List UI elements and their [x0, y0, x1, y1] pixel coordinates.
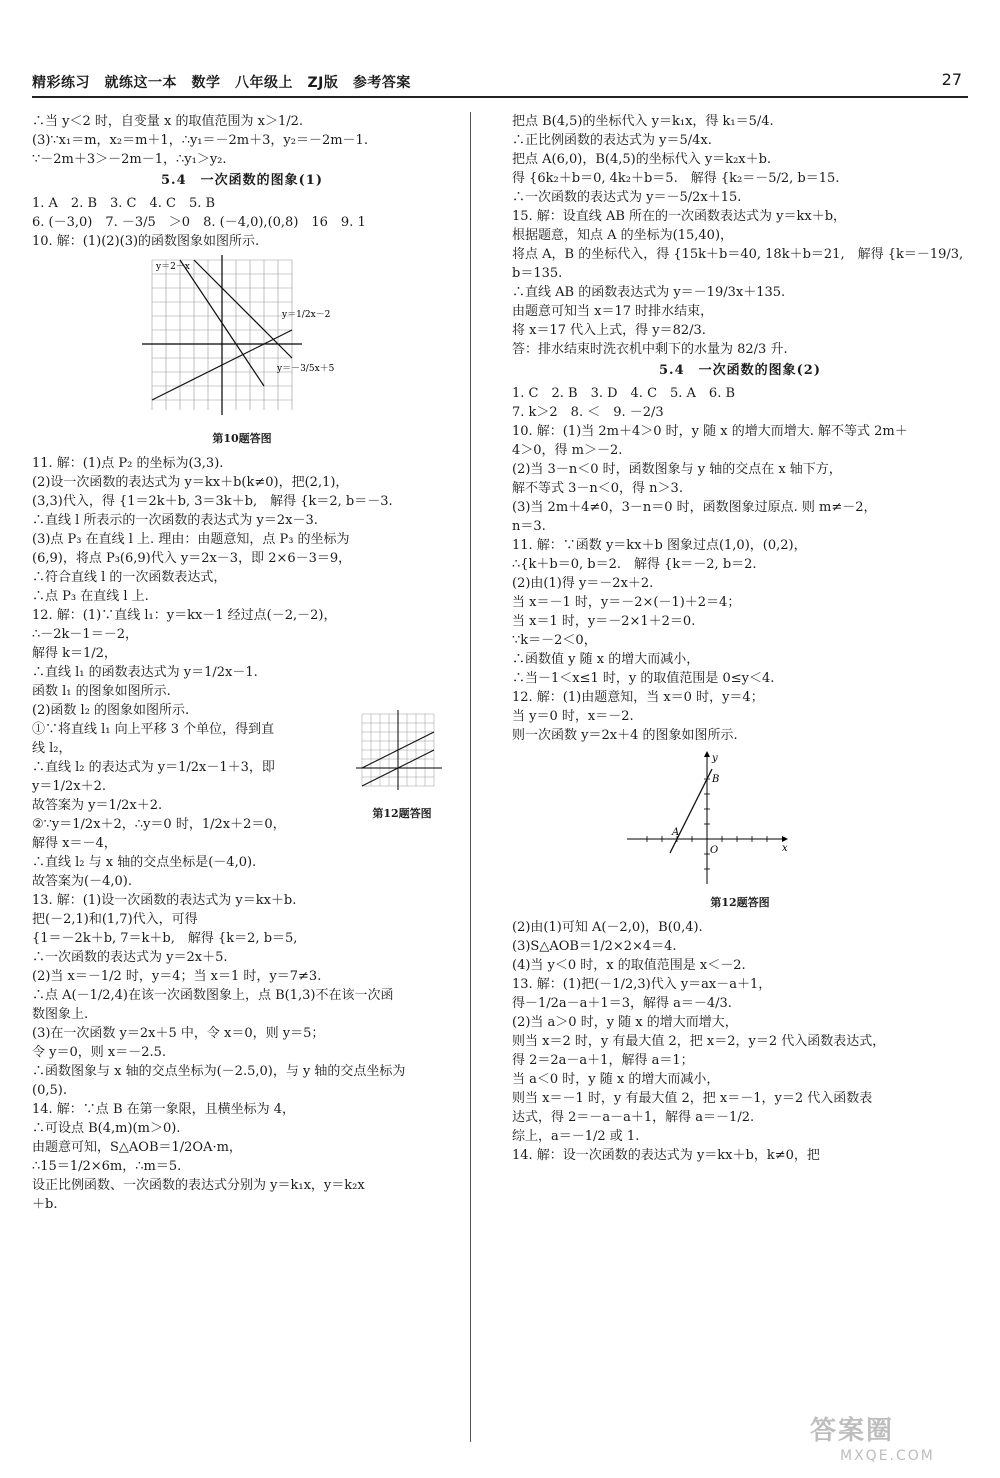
left-column	[32, 112, 452, 1214]
text-line: ∴函数值 y 随 x 的增大而减小，	[512, 652, 700, 667]
text-line: 根据题意，知点 A 的坐标为(15,40)，	[512, 228, 734, 243]
text-line: ∴可设点 B(4,m)(m＞0).	[32, 1121, 181, 1136]
figure-q12-left	[352, 710, 452, 829]
text-line: 函数 l₁ 的图象如图所示.	[32, 684, 171, 699]
text-line: 故答案为(－4,0).	[32, 874, 132, 889]
svg-text:x: x	[782, 843, 788, 854]
text-line: ∴一次函数的表达式为 y＝2x＋5.	[32, 950, 228, 965]
question-14: 14. 解：设一次函数的表达式为 y＝kx＋b，k≠0，把	[512, 1148, 820, 1163]
svg-text:y: y	[712, 753, 718, 764]
figure-caption: 第10题答图	[212, 432, 272, 445]
page-number: 27	[941, 70, 962, 89]
figure-q12-right	[622, 749, 968, 889]
text-line: 当 x＝－1 时，y＝－2×(－1)＋2＝4；	[512, 595, 741, 610]
text-line: ∴直线 l₁ 的函数表达式为 y＝1/2x－1.	[32, 665, 258, 680]
text-line: (3)∵x₁＝m，x₂＝m＋1，∴y₁＝－2m＋3，y₂＝－2m－1.	[32, 133, 368, 148]
text-line: y＝1/2x＋2.	[32, 779, 107, 794]
answer-line: 6. (－3,0) 7. －3/5 ＞0 8. (－4,0),(0,8) 16 9. 1	[32, 215, 366, 230]
text-line: 得－1/2a－a＋1＝3，解得 a＝－4/3.	[512, 996, 732, 1011]
text-line: ∴函数图象与 x 轴的交点坐标为(－2.5,0)，与 y 轴的交点坐标为	[32, 1064, 406, 1079]
text-line: ∴正比例函数的表达式为 y＝5/4x.	[512, 133, 712, 148]
graph-q10	[142, 255, 342, 425]
text-line: 则当 x＝2 时，y 有最大值 2，把 x＝2，y＝2 代入函数表达式，	[512, 1034, 886, 1049]
text-line: (2)当 3－n＜0 时，函数图象与 y 轴的交点在 x 轴下方，	[512, 462, 842, 477]
text-line: ∴当 y＜2 时，自变量 x 的取值范围为 x＞1/2.	[32, 114, 303, 129]
answer-line: 7. k＞2 8. ＜ 9. －2/3	[512, 405, 664, 420]
text-line: ∴直线 AB 的函数表达式为 y＝－19/3x＋135.	[512, 285, 786, 300]
question-10: 10. 解：(1)当 2m＋4＞0 时，y 随 x 的增大而增大. 解不等式 2m＋	[512, 424, 908, 439]
figure-caption: 第12题答图	[710, 896, 770, 909]
text-line: 故答案为 y＝1/2x＋2.	[32, 798, 163, 813]
question-14: 14. 解：∵点 B 在第一象限，且横坐标为 4，	[32, 1102, 296, 1117]
text-line: ∴一次函数的表达式为 y＝－5/2x＋15.	[512, 190, 742, 205]
text-line: 解得 x＝－4，	[32, 836, 117, 851]
text-line: ＋b.	[32, 1197, 58, 1212]
text-line: (3)点 P₃ 在直线 l 上. 理由：由题意知，点 P₃ 的坐标为	[32, 532, 350, 547]
text-line: ∴直线 l₂ 与 x 轴的交点坐标是(－4,0).	[32, 855, 257, 870]
question-11: 11. 解：(1)点 P₂ 的坐标为(3,3).	[32, 456, 224, 471]
text-line: (3)当 2m＋4≠0，3－n＝0 时，函数图象过原点. 则 m≠－2，	[512, 500, 877, 515]
text-line: 解不等式 3－n＜0，得 n＞3.	[512, 481, 683, 496]
text-line: n＝3.	[512, 519, 546, 534]
text-line: (2)由(1)得 y＝－2x＋2.	[512, 576, 654, 591]
line-label: y＝－3/5x＋5	[277, 364, 335, 374]
watermark-url: MXQE.COM	[840, 1448, 935, 1464]
watermark-logo: 答案圈	[810, 1416, 895, 1446]
question-12: 12. 解：(1)由题意知，当 x＝0 时，y＝4；	[512, 690, 764, 705]
text-line: (2)当 x＝－1/2 时，y＝4；当 x＝1 时，y＝7≠3.	[32, 969, 322, 984]
question-13: 13. 解：(1)设一次函数的表达式为 y＝kx＋b.	[32, 893, 297, 908]
line-label: y＝2－x	[156, 262, 190, 272]
text-line: 令 y＝0，则 x＝－2.5.	[32, 1045, 167, 1060]
text-line: (2)当 a＞0 时，y 随 x 的增大而增大，	[512, 1015, 738, 1030]
text-line: 则一次函数 y＝2x＋4 的图象如图所示.	[512, 728, 738, 743]
text-line: 线 l₂，	[32, 741, 72, 756]
figure-q10	[142, 255, 452, 425]
figure-caption: 第12题答图	[372, 807, 432, 820]
text-line: ∵－2m＋3＞－2m－1，∴y₁＞y₂.	[32, 152, 227, 167]
svg-text:O: O	[710, 845, 719, 856]
text-line: 当 x＝1 时，y＝－2×1＋2＝0.	[512, 614, 696, 629]
text-line: (4)当 y＜0 时，x 的取值范围是 x＜－2.	[512, 958, 746, 973]
text-line: 当 y＝0 时，x＝－2.	[512, 709, 634, 724]
text-line: (0,5).	[32, 1083, 67, 1098]
text-line: (3)S△AOB＝1/2×2×4＝4.	[512, 939, 677, 954]
text-line: (2)函数 l₂ 的图象如图所示.	[32, 703, 190, 718]
text-line: ∴直线 l 所表示的一次函数的表达式为 y＝2x－3.	[32, 513, 318, 528]
text-line: 4＞0，得 m＞－2.	[512, 443, 623, 458]
question-10: 10. 解：(1)(2)(3)的函数图象如图所示.	[32, 234, 260, 249]
text-line: (6,9)，将点 P₃(6,9)代入 y＝2x－3，即 2×6－3＝9，	[32, 551, 352, 566]
text-line: 由题意可知当 x＝17 时排水结束，	[512, 304, 714, 319]
text-line: 数图象上.	[32, 1007, 89, 1022]
column-divider	[470, 112, 471, 1442]
text-line: (2)设一次函数的表达式为 y＝kx＋b(k≠0)，把(2,1)，	[32, 475, 349, 490]
text-line: 综上，a＝－1/2 或 1.	[512, 1129, 640, 1144]
text-line: ∴当－1＜x≤1 时，y 的取值范围是 0≤y＜4.	[512, 671, 775, 686]
text-line: 将点 A，B 的坐标代入，得 {15k＋b＝40, 18k＋b＝21, 解得 {k＝－19/3, b＝135.	[512, 247, 968, 281]
text-line: ∴点 A(－1/2,4)在该一次函数图象上，点 B(1,3)不在该一次函	[32, 988, 394, 1003]
answer-line: 1. C 2. B 3. D 4. C 5. A 6. B	[512, 386, 736, 401]
graph-q12-left	[352, 710, 452, 794]
text-line: (3,3)代入，得 {1＝2k＋b, 3＝3k＋b, 解得 {k＝2, b＝－3.	[32, 494, 393, 509]
text-line: 把(－2,1)和(1,7)代入，可得	[32, 912, 198, 927]
text-line: ∴符合直线 l 的一次函数表达式，	[32, 570, 227, 585]
text-line: ∵k＝－2＜0，	[512, 633, 597, 648]
text-line: ①∵将直线 l₁ 向上平移 3 个单位，得到直	[32, 722, 275, 737]
text-line: ②∵y＝1/2x＋2，∴y＝0 时，1/2x＋2＝0，	[32, 817, 286, 832]
text-line: ∴直线 l₂ 的表达式为 y＝1/2x－1＋3，即	[32, 760, 275, 775]
text-line: ∴15＝1/2×6m，∴m＝5.	[32, 1159, 182, 1174]
svg-text:A: A	[672, 827, 680, 838]
text-line: 达式，得 2＝－a－a＋1，解得 a＝－1/2.	[512, 1110, 755, 1125]
text-line: 答：排水结束时洗衣机中剩下的水量为 82/3 升.	[512, 342, 788, 357]
text-line: ∴－2k－1＝－2，	[32, 627, 138, 642]
text-line: 得 {6k₂＋b＝0, 4k₂＋b＝5. 解得 {k₂＝－5/2, b＝15.	[512, 171, 840, 186]
text-line: 把点 A(6,0)，B(4,5)的坐标代入 y＝k₂x＋b.	[512, 152, 772, 167]
text-line: 将 x＝17 代入上式，得 y＝82/3.	[512, 323, 706, 338]
question-11: 11. 解：∵函数 y＝kx＋b 图象过点(1,0)，(0,2)，	[512, 538, 807, 553]
header-title: 精彩练习 就练这一本 数学 八年级上 ZJ版 参考答案	[32, 75, 411, 91]
answer-line: 1. A 2. B 3. C 4. C 5. B	[32, 196, 216, 211]
question-15: 15. 解：设直线 AB 所在的一次函数表达式为 y＝kx＋b，	[512, 209, 847, 224]
text-line: {1＝－2k＋b, 7＝k＋b, 解得 {k＝2, b＝5,	[32, 931, 298, 946]
question-13: 13. 解：(1)把(－1/2,3)代入 y＝ax－a＋1，	[512, 977, 772, 992]
section-title: 5.4 一次函数的图象(1)	[161, 173, 323, 188]
line-label: y＝1/2x－2	[282, 310, 331, 320]
text-line: 由题意可知，S△AOB＝1/2OA·m，	[32, 1140, 242, 1155]
graph-q12-right	[622, 749, 792, 889]
page-header	[32, 70, 968, 98]
question-12: 12. 解：(1)∵直线 l₁：y＝kx－1 经过点(－2,－2)，	[32, 608, 337, 623]
svg-text:B: B	[712, 774, 720, 785]
text-line: (2)由(1)可知 A(－2,0)，B(0,4).	[512, 920, 703, 935]
text-line: 得 2＝2a－a＋1，解得 a＝1；	[512, 1053, 694, 1068]
text-line: 则当 x＝－1 时，y 有最大值 2，把 x＝－1，y＝2 代入函数表	[512, 1091, 873, 1106]
right-column	[512, 112, 968, 1165]
section-title: 5.4 一次函数的图象(2)	[659, 363, 821, 378]
text-line: 设正比例函数、一次函数的表达式分别为 y＝k₁x，y＝k₂x	[32, 1178, 365, 1193]
text-line: ∴点 P₃ 在直线 l 上.	[32, 589, 149, 604]
text-line: 把点 B(4,5)的坐标代入 y＝k₁x，得 k₁＝5/4.	[512, 114, 774, 129]
text-line: 解得 k＝1/2，	[32, 646, 117, 661]
text-line: ∴{k＋b＝0, b＝2. 解得 {k＝－2, b＝2.	[512, 557, 757, 572]
text-line: (3)在一次函数 y＝2x＋5 中，令 x＝0，则 y＝5；	[32, 1026, 325, 1041]
text-line: 当 a＜0 时，y 随 x 的增大而减小，	[512, 1072, 720, 1087]
